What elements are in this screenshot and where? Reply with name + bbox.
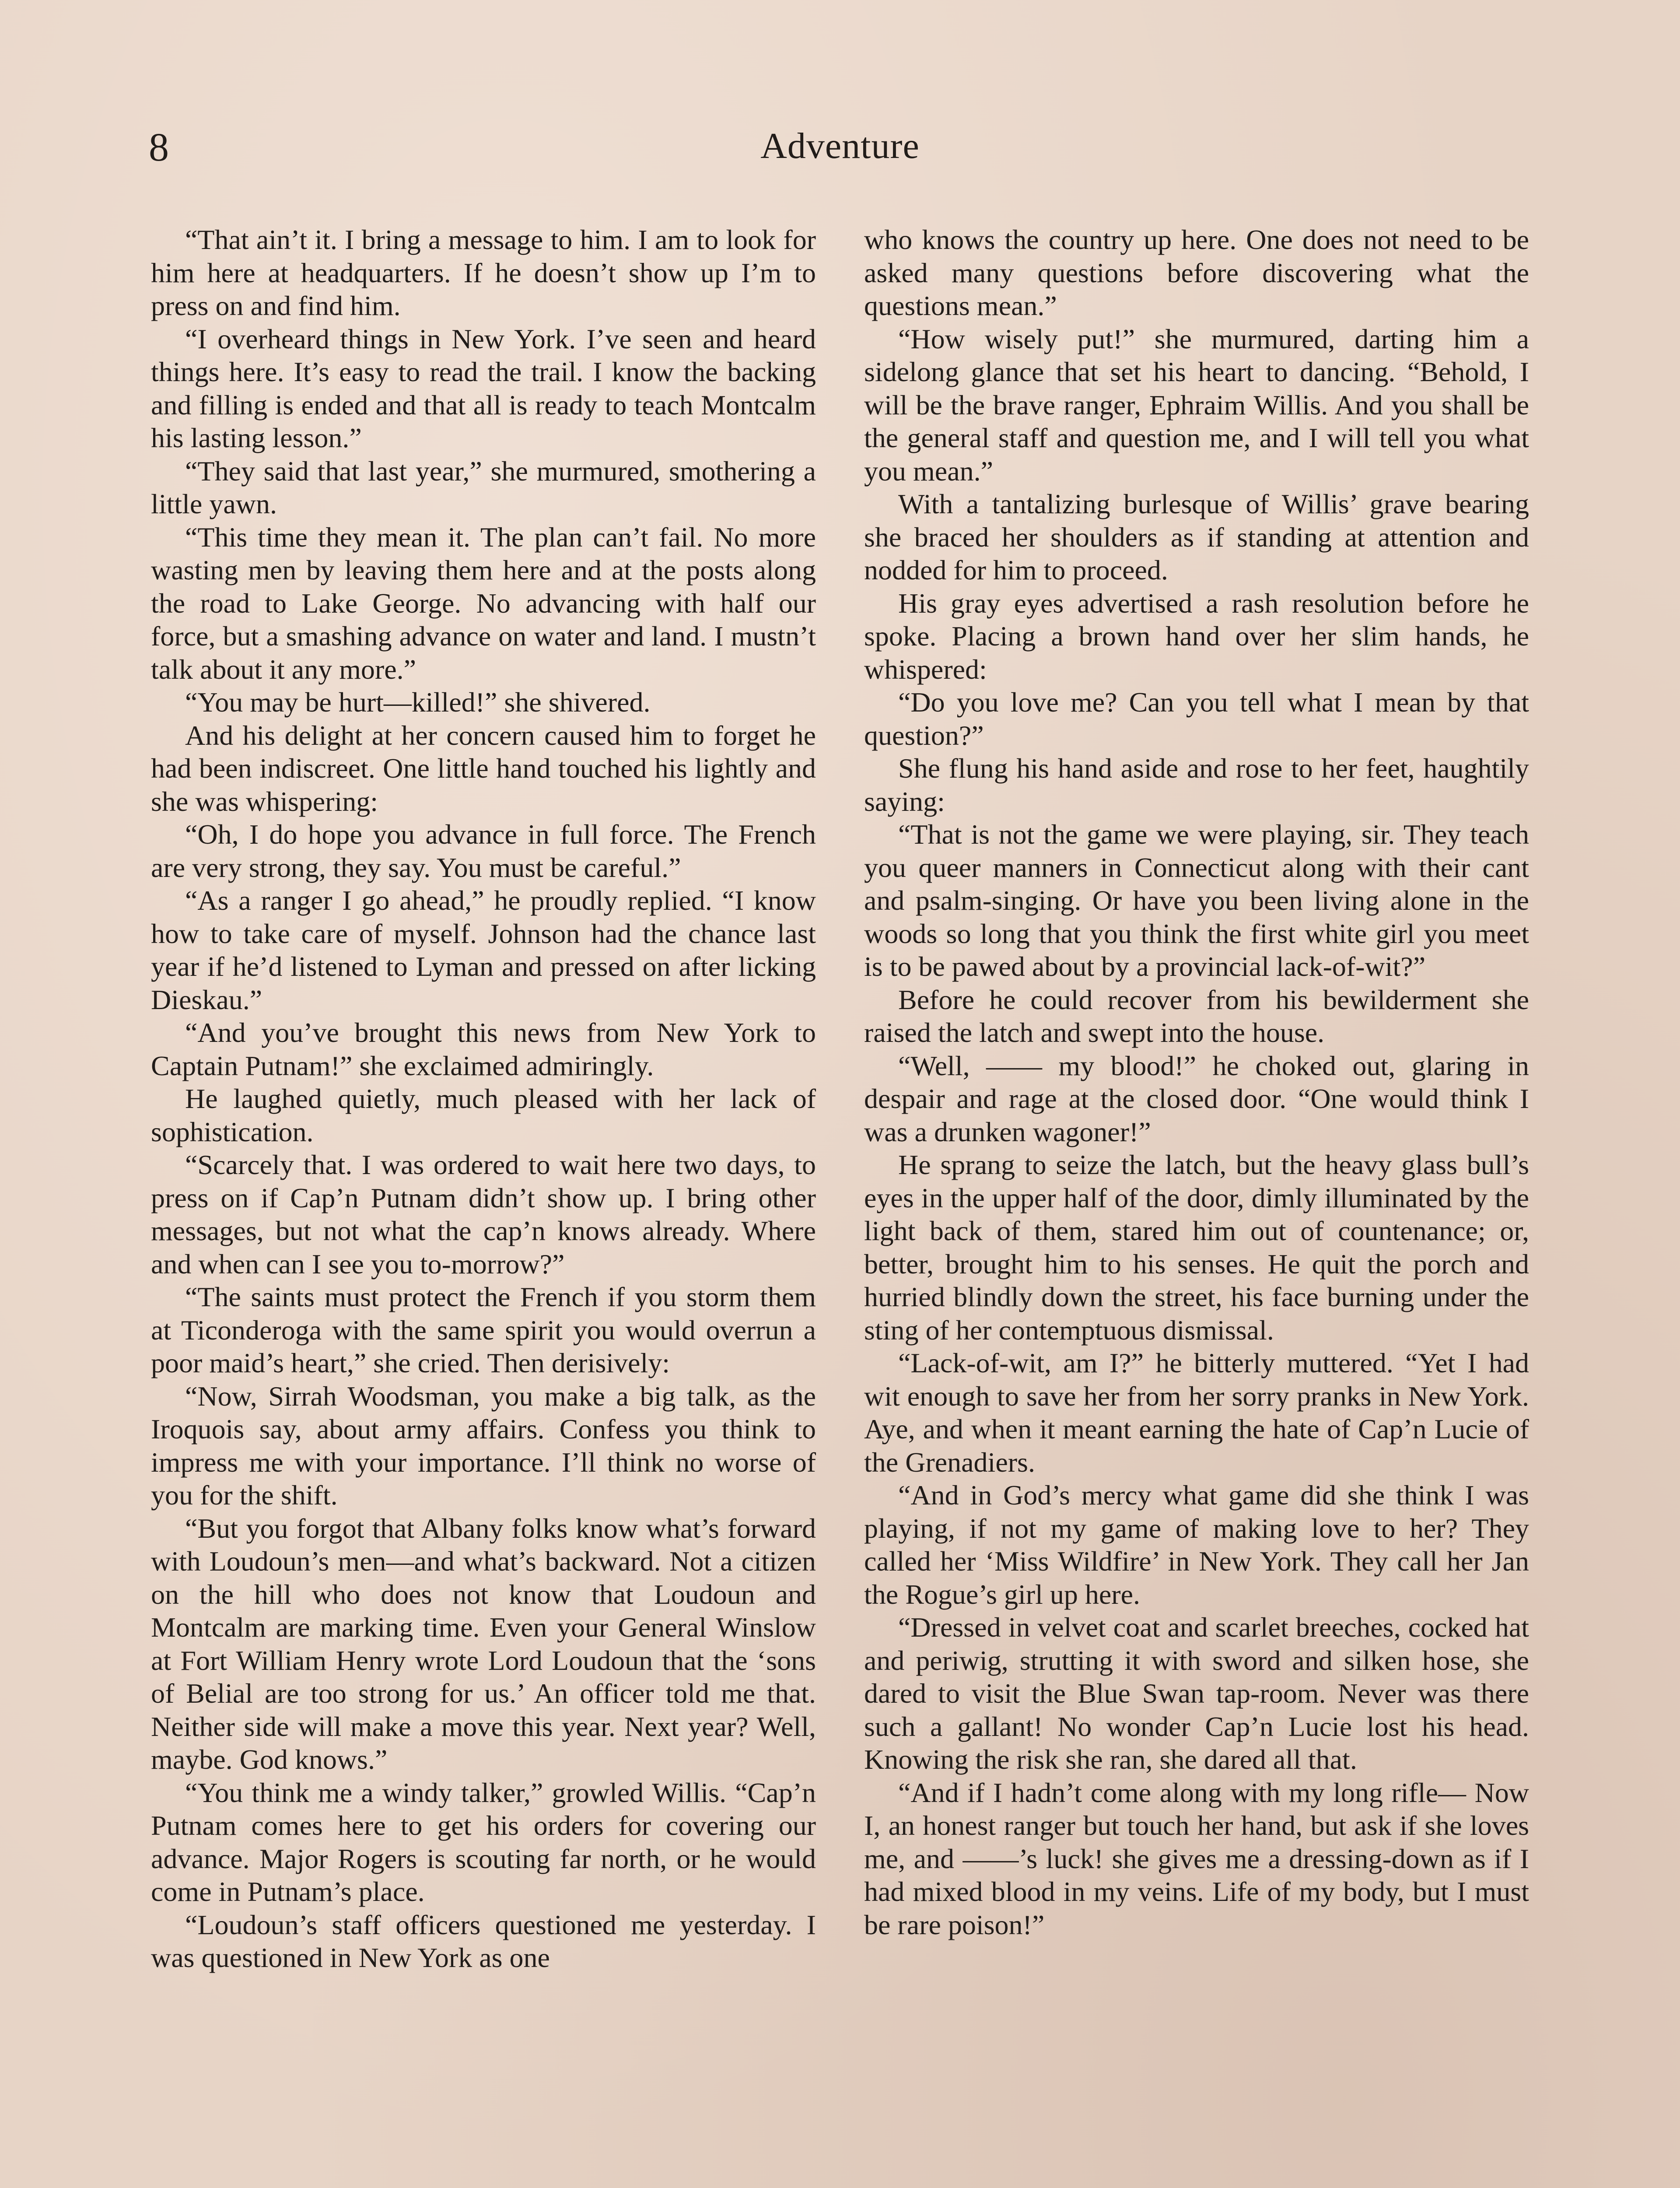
paragraph: “That ain’t it. I bring a message to him. I am to look for him here at headquarters. If he doesn’t show up I’m to press on and find him. [151,224,816,321]
paragraph: “Dressed in velvet coat and scarlet breeches, cocked hat and periwig, strutting it with sword and silken hose, she dared to visit the Blue Swan tap-room. Never was there such a gallant! No wonder Cap’n Lucie lost his head. Knowing the risk she ran, she dared all that. [864,1612,1529,1775]
text-column-left [151,223,816,1974]
paragraph: “They said that last year,” she murmured, smothering a little yawn. [151,455,816,519]
paragraph: “And if I hadn’t come along with my long rifle— Now I, an honest ranger but touch her hand, but ask if she loves me, and ——’s luck! she gives me a dressing-down as if I had mixed blood in my veins. Life of my body, but I must be rare poison!” [864,1777,1529,1940]
paragraph: “You may be hurt—killed!” she shivered. [185,687,651,718]
paragraph: “I overheard things in New York. I’ve seen and heard things here. It’s easy to read the trail. I know the backing and filling is ended and that all is ready to teach Montcalm his lasting lesson.” [151,323,816,453]
paragraph: “And in God’s mercy what game did she think I was playing, if not my game of making love to her? They called her ‘Miss Wildfire’ in New York. They call her Jan the Rogue’s girl up here. [864,1480,1529,1610]
paragraph: “Well, —— my blood!” he choked out, glaring in despair and rage at the closed door. “One would think I was a drunken wagoner!” [864,1050,1529,1147]
paragraph: He laughed quietly, much pleased with her lack of sophistication. [151,1083,816,1147]
text-column-right [864,223,1529,1941]
paragraph: “Scarcely that. I was ordered to wait here two days, to press on if Cap’n Putnam didn’t show up. I bring other messages, but not what the cap’n knows already. Where and when can I see you to-morrow?” [151,1149,816,1280]
paragraph: “That is not the game we were playing, sir. They teach you queer manners in Connecticut along with their cant and psalm-singing. Or have you been living alone in the woods so long that you think the first white girl you meet is to be pawed about by a provincial lack-of-wit?” [864,819,1529,982]
paragraph: “Loudoun’s staff officers questioned me yesterday. I was questioned in New York as one [151,1909,816,1973]
paragraph: “But you forgot that Albany folks know what’s forward with Loudoun’s men—and what’s backward. Not a citizen on the hill who does not know that Loudoun and Montcalm are marking time. Even your General Winslow at Fort William Henry wrote Lord Loudoun that the ‘sons of Belial are too strong for us.’ An officer told me that. Neither side will make a move this year. Next year? Well, maybe. God knows.” [151,1512,816,1775]
paragraph: “Now, Sirrah Woodsman, you make a big talk, as the Iroquois say, about army affairs. Confess you think to impress me with your importance. I’ll think no worse of you for the shift. [151,1380,816,1511]
paragraph: His gray eyes advertised a rash resolution before he spoke. Placing a brown hand over her slim hands, he whispered: [864,587,1529,685]
paragraph: Before he could recover from his bewilderment she raised the latch and swept into the house. [864,984,1529,1048]
paragraph: “Do you love me? Can you tell what I mean by that question?” [864,687,1529,751]
paragraph: who knows the country up here. One does not need to be asked many questions before discovering what the questions mean.” [864,224,1529,321]
paragraph: He sprang to seize the latch, but the heavy glass bull’s eyes in the upper half of the door, dimly illuminated by the light back of them, stared him out of countenance; or, better, brought him to his senses. He quit the porch and hurried blindly down the street, his face burning under the sting of her contemptuous dismissal. [864,1149,1529,1346]
paragraph: She flung his hand aside and rose to her feet, haughtily saying: [864,753,1529,817]
paragraph: “As a ranger I go ahead,” he proudly replied. “I know how to take care of myself. Johnson had the chance last year if he’d listened to Lyman and pressed on after licking Dieskau.” [151,885,816,1015]
paragraph: With a tantalizing burlesque of Willis’ grave bearing she braced her shoulders as if standing at attention and nodded for him to proceed. [864,488,1529,586]
paragraph: “You think me a windy talker,” growled Willis. “Cap’n Putnam comes here to get his orders for covering our advance. Major Rogers is scouting far north, or he would come in Putnam’s place. [151,1777,816,1907]
paragraph: “The saints must protect the French if you storm them at Ticonderoga with the same spirit you would overrun a poor maid’s heart,” she cried. Then derisively: [151,1281,816,1378]
paragraph: “Oh, I do hope you advance in full force. The French are very strong, they say. You must be careful.” [151,819,816,883]
paragraph: “How wisely put!” she murmured, darting him a sidelong glance that set his heart to dancing. “Behold, I will be the brave ranger, Ephraim Willis. And you shall be the general staff and question me, and I will tell you what you mean.” [864,323,1529,487]
paragraph: “And you’ve brought this news from New York to Captain Putnam!” she exclaimed admiringly. [151,1017,816,1081]
paragraph: “This time they mean it. The plan can’t fail. No more wasting men by leaving them here and at the posts along the road to Lake George. No advancing with half our force, but a smashing advance on water and land. I mustn’t talk about it any more.” [151,521,816,685]
running-head-title: Adventure [760,126,920,166]
page-number: 8 [149,125,169,169]
paragraph: “Lack-of-wit, am I?” he bitterly muttered. “Yet I had wit enough to save her from her sorry pranks in New York. Aye, and when it meant earning the hate of Cap’n Lucie of the Grenadiers. [864,1347,1529,1478]
paragraph: And his delight at her concern caused him to forget he had been indiscreet. One little hand touched his lightly and she was whispering: [151,719,816,817]
